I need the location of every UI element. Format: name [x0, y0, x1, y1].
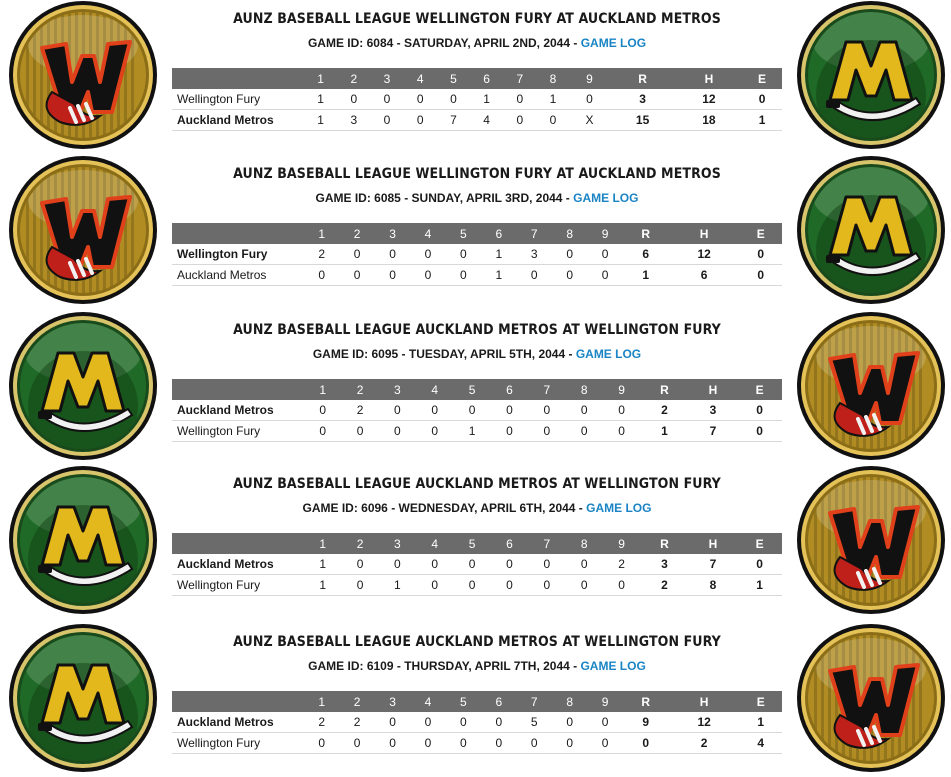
inning-cell: 0: [404, 89, 437, 110]
inning-cell: 0: [528, 554, 565, 575]
inning-cell: 2: [304, 244, 339, 265]
total-cell: 12: [669, 712, 740, 733]
total-cell: 7: [689, 554, 737, 575]
game-4: [0, 465, 951, 615]
inning-cell: 0: [375, 265, 410, 286]
inning-cell: 0: [446, 244, 481, 265]
team-name: Auckland Metros: [172, 554, 304, 575]
inning-cell: 0: [341, 554, 378, 575]
total-cell: 6: [623, 244, 669, 265]
team-name: Wellington Fury: [172, 244, 304, 265]
column-header: 4: [416, 533, 453, 554]
box-score-header: [172, 223, 782, 244]
inning-cell: 0: [566, 554, 603, 575]
total-cell: 12: [669, 244, 740, 265]
team-row: [172, 733, 782, 754]
inning-cell: 0: [416, 575, 453, 596]
total-cell: 15: [609, 110, 675, 131]
inning-cell: 0: [410, 244, 445, 265]
team-column-header: [172, 223, 304, 244]
column-header: 6: [491, 533, 528, 554]
inning-cell: 0: [491, 400, 528, 421]
column-header: 9: [587, 223, 622, 244]
game-title: AUNZ BASEBALL LEAGUE AUCKLAND METROS AT WELLINGTON FURY: [233, 634, 721, 650]
auckland-metros-logo: [796, 155, 946, 305]
column-header: R: [609, 68, 675, 89]
inning-cell: 0: [517, 265, 552, 286]
inning-cell: 0: [304, 733, 339, 754]
wellington-fury-logo: [796, 623, 946, 773]
column-header: 6: [481, 691, 516, 712]
team-row: [172, 575, 782, 596]
inning-cell: 0: [453, 400, 490, 421]
inning-cell: 0: [491, 575, 528, 596]
inning-cell: 7: [437, 110, 470, 131]
column-header: 1: [304, 68, 337, 89]
box-score-table: [172, 533, 782, 596]
box-score-table: [172, 691, 782, 754]
inning-cell: 0: [304, 400, 341, 421]
inning-cell: 0: [491, 421, 528, 442]
inning-cell: 0: [603, 400, 640, 421]
game-summary: [172, 465, 782, 596]
total-cell: 12: [676, 89, 742, 110]
inning-cell: 0: [446, 733, 481, 754]
game-summary: [172, 0, 782, 131]
inning-cell: 0: [404, 110, 437, 131]
column-header: 8: [552, 691, 587, 712]
game-subtitle: [172, 34, 782, 52]
inning-cell: 0: [339, 244, 374, 265]
game-log-link[interactable]: GAME LOG: [580, 659, 646, 673]
inning-cell: 0: [416, 554, 453, 575]
column-header: 7: [528, 533, 565, 554]
column-header: E: [737, 533, 782, 554]
column-header: 2: [339, 223, 374, 244]
inning-cell: 0: [566, 400, 603, 421]
game-subtitle: [172, 189, 782, 207]
column-header: 3: [370, 68, 403, 89]
inning-cell: 0: [528, 421, 565, 442]
team-name: Wellington Fury: [172, 575, 304, 596]
inning-cell: 0: [552, 712, 587, 733]
column-header: 1: [304, 379, 341, 400]
inning-cell: 1: [304, 575, 341, 596]
column-header: E: [742, 68, 782, 89]
inning-cell: 0: [437, 89, 470, 110]
inning-cell: 0: [410, 265, 445, 286]
inning-cell: 0: [370, 110, 403, 131]
column-header: 3: [375, 691, 410, 712]
total-cell: 2: [669, 733, 740, 754]
inning-cell: 0: [570, 89, 610, 110]
inning-cell: 0: [536, 110, 569, 131]
team-row: [172, 265, 782, 286]
inning-cell: 4: [470, 110, 503, 131]
inning-cell: 0: [528, 575, 565, 596]
auckland-metros-logo: [8, 465, 158, 615]
column-header: 9: [603, 379, 640, 400]
total-cell: 1: [740, 712, 783, 733]
inning-cell: 0: [304, 265, 339, 286]
column-header: 2: [341, 533, 378, 554]
total-cell: 7: [689, 421, 737, 442]
total-cell: 0: [740, 244, 783, 265]
column-header: H: [689, 379, 737, 400]
total-cell: 0: [742, 89, 782, 110]
team-name: Auckland Metros: [172, 265, 304, 286]
total-cell: 18: [676, 110, 742, 131]
game-log-link[interactable]: GAME LOG: [586, 501, 652, 515]
game-title: AUNZ BASEBALL LEAGUE AUCKLAND METROS AT WELLINGTON FURY: [233, 322, 721, 338]
total-cell: 0: [740, 265, 783, 286]
wellington-fury-logo: [8, 0, 158, 150]
column-header: H: [669, 691, 740, 712]
box-score-table: [172, 223, 782, 286]
team-column-header: [172, 379, 304, 400]
column-header: E: [740, 691, 783, 712]
inning-cell: 1: [453, 421, 490, 442]
inning-cell: 5: [517, 712, 552, 733]
column-header: 7: [517, 223, 552, 244]
column-header: 6: [470, 68, 503, 89]
inning-cell: 0: [339, 265, 374, 286]
inning-cell: 1: [536, 89, 569, 110]
inning-cell: 0: [337, 89, 370, 110]
column-header: 6: [491, 379, 528, 400]
inning-cell: 0: [528, 400, 565, 421]
game-title: AUNZ BASEBALL LEAGUE AUCKLAND METROS AT WELLINGTON FURY: [233, 476, 721, 492]
game-id-date: GAME ID: 6084 - SATURDAY, APRIL 2ND, 2044 -: [307, 36, 581, 50]
column-header: 3: [379, 533, 416, 554]
game-log-link[interactable]: GAME LOG: [580, 36, 647, 50]
column-header: 7: [503, 68, 536, 89]
column-header: 8: [552, 223, 587, 244]
team-name: Wellington Fury: [172, 733, 304, 754]
inning-cell: 1: [304, 554, 341, 575]
column-header: R: [623, 691, 669, 712]
game-log-link[interactable]: GAME LOG: [575, 347, 642, 361]
inning-cell: 0: [603, 575, 640, 596]
inning-cell: 0: [517, 733, 552, 754]
inning-cell: 1: [481, 244, 516, 265]
inning-cell: 2: [341, 400, 378, 421]
team-name: Auckland Metros: [172, 712, 304, 733]
game-log-link[interactable]: GAME LOG: [573, 191, 639, 205]
game-id-date: GAME ID: 6095 - TUESDAY, APRIL 5TH, 2044 -: [312, 347, 576, 361]
inning-cell: 0: [410, 733, 445, 754]
inning-cell: 0: [375, 244, 410, 265]
total-cell: 0: [737, 554, 782, 575]
game-id-date: GAME ID: 6109 - THURSDAY, APRIL 7TH, 2044 -: [308, 659, 581, 673]
total-cell: 4: [740, 733, 783, 754]
team-column-header: [172, 68, 304, 89]
total-cell: 2: [640, 400, 688, 421]
team-name: Wellington Fury: [172, 89, 304, 110]
inning-cell: 0: [339, 733, 374, 754]
column-header: H: [676, 68, 742, 89]
total-cell: 3: [609, 89, 675, 110]
game-title: AUNZ BASEBALL LEAGUE WELLINGTON FURY AT AUCKLAND METROS: [233, 11, 721, 27]
inning-cell: 0: [416, 421, 453, 442]
inning-cell: 0: [370, 89, 403, 110]
inning-cell: 0: [304, 421, 341, 442]
total-cell: 3: [640, 554, 688, 575]
team-row: [172, 400, 782, 421]
column-header: E: [737, 379, 782, 400]
inning-cell: 1: [304, 110, 337, 131]
team-name: Auckland Metros: [172, 400, 304, 421]
column-header: 9: [603, 533, 640, 554]
game-subtitle: [172, 345, 782, 363]
column-header: R: [640, 379, 688, 400]
total-cell: 3: [689, 400, 737, 421]
inning-cell: X: [570, 110, 610, 131]
column-header: 4: [410, 223, 445, 244]
total-cell: 9: [623, 712, 669, 733]
column-header: H: [689, 533, 737, 554]
inning-cell: 0: [587, 244, 622, 265]
total-cell: 1: [623, 265, 669, 286]
box-score-header: [172, 68, 782, 89]
inning-cell: 0: [416, 400, 453, 421]
inning-cell: 0: [587, 733, 622, 754]
column-header: H: [669, 223, 740, 244]
total-cell: 0: [737, 400, 782, 421]
inning-cell: 0: [587, 712, 622, 733]
game-subtitle: [172, 657, 782, 675]
inning-cell: 2: [304, 712, 339, 733]
column-header: 9: [587, 691, 622, 712]
box-score-header: [172, 691, 782, 712]
inning-cell: 0: [341, 421, 378, 442]
inning-cell: 0: [566, 421, 603, 442]
box-score-table: [172, 68, 782, 131]
inning-cell: 0: [503, 110, 536, 131]
column-header: R: [623, 223, 669, 244]
column-header: 2: [339, 691, 374, 712]
team-column-header: [172, 533, 304, 554]
game-1: [0, 0, 951, 150]
column-header: R: [640, 533, 688, 554]
game-title: AUNZ BASEBALL LEAGUE WELLINGTON FURY AT AUCKLAND METROS: [233, 166, 721, 182]
wellington-fury-logo: [796, 465, 946, 615]
column-header: 8: [566, 533, 603, 554]
inning-cell: 0: [375, 733, 410, 754]
column-header: 7: [517, 691, 552, 712]
team-row: [172, 554, 782, 575]
inning-cell: 0: [481, 712, 516, 733]
column-header: 3: [375, 223, 410, 244]
total-cell: 2: [640, 575, 688, 596]
column-header: 6: [481, 223, 516, 244]
team-name: Auckland Metros: [172, 110, 304, 131]
inning-cell: 1: [379, 575, 416, 596]
column-header: 5: [453, 533, 490, 554]
total-cell: 6: [669, 265, 740, 286]
column-header: 2: [341, 379, 378, 400]
wellington-fury-logo: [796, 311, 946, 461]
inning-cell: 1: [304, 89, 337, 110]
column-header: E: [740, 223, 783, 244]
column-header: 8: [566, 379, 603, 400]
column-header: 5: [437, 68, 470, 89]
inning-cell: 0: [379, 421, 416, 442]
box-score-header: [172, 533, 782, 554]
wellington-fury-logo: [8, 155, 158, 305]
inning-cell: 0: [587, 265, 622, 286]
box-score-table: [172, 379, 782, 442]
column-header: 1: [304, 691, 339, 712]
inning-cell: 1: [470, 89, 503, 110]
column-header: 4: [410, 691, 445, 712]
inning-cell: 0: [453, 575, 490, 596]
game-summary: [172, 623, 782, 754]
column-header: 5: [446, 691, 481, 712]
auckland-metros-logo: [796, 0, 946, 150]
inning-cell: 0: [446, 712, 481, 733]
team-column-header: [172, 691, 304, 712]
column-header: 3: [379, 379, 416, 400]
column-header: 4: [416, 379, 453, 400]
team-row: [172, 110, 782, 131]
inning-cell: 0: [453, 554, 490, 575]
column-header: 5: [453, 379, 490, 400]
team-row: [172, 712, 782, 733]
team-row: [172, 244, 782, 265]
inning-cell: 0: [375, 712, 410, 733]
inning-cell: 0: [552, 733, 587, 754]
total-cell: 1: [737, 575, 782, 596]
auckland-metros-logo: [8, 623, 158, 773]
inning-cell: 0: [566, 575, 603, 596]
inning-cell: 0: [446, 265, 481, 286]
column-header: 7: [528, 379, 565, 400]
column-header: 2: [337, 68, 370, 89]
box-score-header: [172, 379, 782, 400]
total-cell: 1: [640, 421, 688, 442]
team-row: [172, 89, 782, 110]
inning-cell: 2: [603, 554, 640, 575]
column-header: 9: [570, 68, 610, 89]
inning-cell: 0: [341, 575, 378, 596]
team-name: Wellington Fury: [172, 421, 304, 442]
inning-cell: 0: [503, 89, 536, 110]
inning-cell: 0: [379, 400, 416, 421]
inning-cell: 1: [481, 265, 516, 286]
inning-cell: 0: [491, 554, 528, 575]
total-cell: 0: [737, 421, 782, 442]
total-cell: 0: [623, 733, 669, 754]
game-summary: [172, 155, 782, 286]
column-header: 5: [446, 223, 481, 244]
game-summary: [172, 311, 782, 442]
inning-cell: 0: [552, 265, 587, 286]
total-cell: 1: [742, 110, 782, 131]
inning-cell: 0: [379, 554, 416, 575]
inning-cell: 3: [337, 110, 370, 131]
game-id-date: GAME ID: 6096 - WEDNESDAY, APRIL 6TH, 2044 -: [302, 501, 587, 515]
game-subtitle: [172, 499, 782, 517]
column-header: 1: [304, 223, 339, 244]
column-header: 4: [404, 68, 437, 89]
auckland-metros-logo: [8, 311, 158, 461]
inning-cell: 0: [552, 244, 587, 265]
column-header: 1: [304, 533, 341, 554]
inning-cell: 0: [481, 733, 516, 754]
game-id-date: GAME ID: 6085 - SUNDAY, APRIL 3RD, 2044 -: [315, 191, 574, 205]
inning-cell: 0: [603, 421, 640, 442]
game-3: [0, 311, 951, 461]
inning-cell: 2: [339, 712, 374, 733]
inning-cell: 0: [410, 712, 445, 733]
total-cell: 8: [689, 575, 737, 596]
game-2: [0, 155, 951, 305]
game-5: [0, 623, 951, 773]
column-header: 8: [536, 68, 569, 89]
team-row: [172, 421, 782, 442]
inning-cell: 3: [517, 244, 552, 265]
